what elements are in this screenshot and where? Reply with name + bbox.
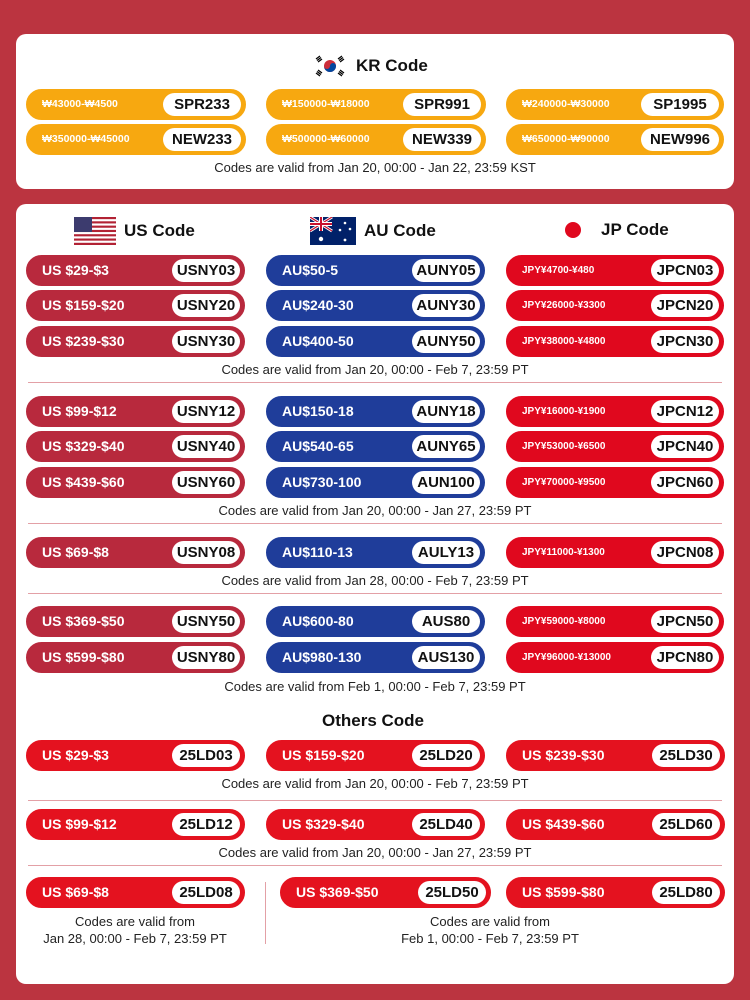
coupon-range: AU$730-100 xyxy=(282,474,362,490)
coupon-range: US $99-$12 xyxy=(42,403,117,419)
coupon-code[interactable]: 25LD50 xyxy=(418,881,486,904)
kr-validity-note: Codes are valid from Jan 20, 00:00 - Jan 22, 23:59 KST xyxy=(214,160,536,175)
coupon-code[interactable]: AUNY30 xyxy=(412,294,480,317)
coupon-code[interactable]: USNY08 xyxy=(172,541,240,564)
coupon-code[interactable]: JPCN50 xyxy=(651,610,719,633)
coupon-au-pill[interactable] xyxy=(266,255,485,286)
validity-note-group-2: Codes are valid from Jan 20, 00:00 - Jan 27, 23:59 PT xyxy=(218,503,532,518)
coupon-jp-pill[interactable] xyxy=(506,326,724,357)
coupon-ot-pill[interactable] xyxy=(506,877,725,908)
coupon-code[interactable]: SPR233 xyxy=(163,93,241,116)
coupon-range: US $329-$40 xyxy=(282,816,365,832)
coupon-code[interactable]: 25LD08 xyxy=(172,881,240,904)
south-korea-flag-icon xyxy=(312,54,348,78)
jp-code-title: JP Code xyxy=(601,220,669,239)
coupon-code[interactable]: 25LD80 xyxy=(652,881,720,904)
coupon-au-pill[interactable] xyxy=(266,290,485,321)
coupon-code[interactable]: USNY03 xyxy=(172,259,240,282)
au-code-title: AU Code xyxy=(364,221,436,240)
coupon-range: JPY¥53000-¥6500 xyxy=(522,441,606,452)
coupon-range: ₩350000-₩45000 xyxy=(42,133,130,145)
note-line: Codes are valid from xyxy=(430,914,550,929)
coupon-jp-pill[interactable] xyxy=(506,431,724,462)
coupon-range: US $239-$30 xyxy=(42,333,125,349)
coupon-code[interactable]: NEW996 xyxy=(641,128,719,151)
coupon-range: US $239-$30 xyxy=(522,747,605,763)
coupon-ot-pill[interactable] xyxy=(26,809,245,840)
coupon-range: US $439-$60 xyxy=(522,816,605,832)
coupon-code[interactable]: USNY30 xyxy=(172,330,240,353)
coupon-range: JPY¥38000-¥4800 xyxy=(522,336,606,347)
au-code-header xyxy=(310,217,436,245)
kr-code-header xyxy=(312,54,428,78)
coupon-range: US $99-$12 xyxy=(42,816,117,832)
coupon-jp-pill[interactable] xyxy=(506,255,724,286)
coupon-jp-pill[interactable] xyxy=(506,396,724,427)
coupon-range: US $159-$20 xyxy=(42,297,125,313)
coupon-us-pill[interactable] xyxy=(26,606,245,637)
coupon-range: AU$400-50 xyxy=(282,333,354,349)
coupon-ot-pill[interactable] xyxy=(26,877,245,908)
note-line: Jan 28, 00:00 - Feb 7, 23:59 PT xyxy=(43,931,227,946)
coupon-code[interactable]: 25LD40 xyxy=(412,813,480,836)
coupon-range: US $599-$80 xyxy=(42,649,125,665)
codes-card xyxy=(16,204,734,984)
coupon-code[interactable]: 25LD60 xyxy=(652,813,720,836)
coupon-code[interactable]: JPCN08 xyxy=(651,541,719,564)
note-line: Feb 1, 00:00 - Feb 7, 23:59 PT xyxy=(401,931,579,946)
coupon-range: AU$110-13 xyxy=(282,544,353,560)
others-validity-note-3b xyxy=(320,913,660,947)
kr-code-title: KR Code xyxy=(356,56,428,75)
coupon-range: US $329-$40 xyxy=(42,438,125,454)
coupon-range: US $369-$50 xyxy=(296,884,379,900)
coupon-range: AU$600-80 xyxy=(282,613,354,629)
coupon-au-pill[interactable] xyxy=(266,396,485,427)
coupon-code[interactable]: NEW233 xyxy=(163,128,241,151)
coupon-range: AU$240-30 xyxy=(282,297,354,313)
coupon-range: JPY¥11000-¥1300 xyxy=(522,547,605,558)
coupon-code[interactable]: 25LD12 xyxy=(172,813,240,836)
coupon-jp-pill[interactable] xyxy=(506,467,724,498)
coupon-kr-pill[interactable] xyxy=(26,89,246,120)
coupon-code[interactable]: JPCN12 xyxy=(651,400,719,423)
japan-flag-icon xyxy=(563,220,583,240)
coupon-au-pill[interactable] xyxy=(266,606,485,637)
coupon-us-pill[interactable] xyxy=(26,467,245,498)
us-code-title: US Code xyxy=(124,221,195,240)
coupon-code[interactable]: AUNY50 xyxy=(412,330,480,353)
coupon-range: JPY¥70000-¥9500 xyxy=(522,477,606,488)
coupon-kr-pill[interactable] xyxy=(266,89,486,120)
section-divider xyxy=(28,800,722,801)
coupon-us-pill[interactable] xyxy=(26,431,245,462)
coupon-us-pill[interactable] xyxy=(26,326,245,357)
coupon-code[interactable]: JPCN03 xyxy=(651,259,719,282)
coupon-code[interactable]: 25LD20 xyxy=(412,744,480,767)
usa-flag-icon xyxy=(74,217,116,245)
coupon-kr-pill[interactable] xyxy=(506,124,724,155)
coupon-range: US $29-$3 xyxy=(42,747,109,763)
coupon-code[interactable]: AULY13 xyxy=(412,541,480,564)
coupon-ot-pill[interactable] xyxy=(506,740,725,771)
coupon-us-pill[interactable] xyxy=(26,255,245,286)
coupon-code[interactable]: USNY20 xyxy=(172,294,240,317)
coupon-range: AU$980-130 xyxy=(282,649,362,665)
validity-note-group-4: Codes are valid from Feb 1, 00:00 - Feb 7, 23:59 PT xyxy=(224,679,526,694)
coupon-code[interactable]: NEW339 xyxy=(403,128,481,151)
coupon-range: ₩150000-₩18000 xyxy=(282,98,370,110)
coupon-code[interactable]: AUN100 xyxy=(412,471,480,494)
others-validity-note-1: Codes are valid from Jan 20, 00:00 - Feb 7, 23:59 PT xyxy=(221,776,529,791)
coupon-kr-pill[interactable] xyxy=(506,89,724,120)
coupon-range: AU$540-65 xyxy=(282,438,354,454)
coupon-code[interactable]: JPCN60 xyxy=(651,471,719,494)
coupon-us-pill[interactable] xyxy=(26,642,245,673)
coupon-range: ₩240000-₩30000 xyxy=(522,98,610,110)
coupon-ot-pill[interactable] xyxy=(26,740,245,771)
coupon-range: ₩43000-₩4500 xyxy=(42,98,118,110)
coupon-code[interactable]: AUS80 xyxy=(412,610,480,633)
australia-flag-icon xyxy=(310,217,356,245)
coupon-code[interactable]: 25LD30 xyxy=(652,744,720,767)
coupon-code[interactable]: AUNY05 xyxy=(412,259,480,282)
coupon-jp-pill[interactable] xyxy=(506,642,724,673)
section-divider xyxy=(28,593,722,594)
coupon-range: US $439-$60 xyxy=(42,474,125,490)
coupon-range: ₩500000-₩60000 xyxy=(282,133,370,145)
coupon-code[interactable]: AUNY18 xyxy=(412,400,480,423)
coupon-range: US $69-$8 xyxy=(42,544,109,560)
coupon-code[interactable]: JPCN40 xyxy=(651,435,719,458)
coupon-range: AU$150-18 xyxy=(282,403,354,419)
coupon-code[interactable]: JPCN80 xyxy=(651,646,719,669)
others-validity-note-2: Codes are valid from Jan 20, 00:00 - Jan 27, 23:59 PT xyxy=(218,845,532,860)
coupon-jp-pill[interactable] xyxy=(506,537,724,568)
validity-note-group-1: Codes are valid from Jan 20, 00:00 - Feb 7, 23:59 PT xyxy=(221,362,529,377)
section-divider xyxy=(28,865,722,866)
coupon-code[interactable]: USNY60 xyxy=(172,471,240,494)
section-divider xyxy=(28,382,722,383)
coupon-au-pill[interactable] xyxy=(266,431,485,462)
coupon-code[interactable]: JPCN20 xyxy=(651,294,719,317)
column-divider xyxy=(265,882,266,944)
coupon-range: US $69-$8 xyxy=(42,884,109,900)
jp-code-header xyxy=(563,220,669,240)
coupon-us-pill[interactable] xyxy=(26,537,245,568)
coupon-kr-pill[interactable] xyxy=(26,124,246,155)
coupon-ot-pill[interactable] xyxy=(266,740,485,771)
coupon-code[interactable]: AUS130 xyxy=(412,646,480,669)
coupon-range: JPY¥4700-¥480 xyxy=(522,265,595,276)
coupon-jp-pill[interactable] xyxy=(506,290,724,321)
coupon-range: US $369-$50 xyxy=(42,613,125,629)
coupon-code[interactable]: USNY50 xyxy=(172,610,240,633)
coupon-us-pill[interactable] xyxy=(26,290,245,321)
us-code-header xyxy=(74,217,195,245)
others-code-title: Others Code xyxy=(322,711,425,730)
others-validity-note-3a xyxy=(20,913,250,947)
coupon-kr-pill[interactable] xyxy=(266,124,486,155)
coupon-code[interactable]: SP1995 xyxy=(641,93,719,116)
coupon-us-pill[interactable] xyxy=(26,396,245,427)
coupon-code[interactable]: AUNY65 xyxy=(412,435,480,458)
coupon-au-pill[interactable] xyxy=(266,326,485,357)
section-divider xyxy=(28,523,722,524)
coupon-ot-pill[interactable] xyxy=(280,877,491,908)
coupon-code[interactable]: SPR991 xyxy=(403,93,481,116)
coupon-au-pill[interactable] xyxy=(266,537,485,568)
coupon-range: JPY¥59000-¥8000 xyxy=(522,616,606,627)
coupon-range: ₩650000-₩90000 xyxy=(522,133,610,145)
coupon-au-pill[interactable] xyxy=(266,467,485,498)
coupon-ot-pill[interactable] xyxy=(266,809,485,840)
coupon-range: US $29-$3 xyxy=(42,262,109,278)
coupon-range: JPY¥16000-¥1900 xyxy=(522,406,606,417)
coupon-au-pill[interactable] xyxy=(266,642,485,673)
coupon-jp-pill[interactable] xyxy=(506,606,724,637)
coupon-code[interactable]: JPCN30 xyxy=(651,330,719,353)
coupon-code[interactable]: 25LD03 xyxy=(172,744,240,767)
coupon-range: JPY¥26000-¥3300 xyxy=(522,300,606,311)
coupon-range: US $599-$80 xyxy=(522,884,605,900)
coupon-range: US $159-$20 xyxy=(282,747,365,763)
coupon-range: AU$50-5 xyxy=(282,262,339,278)
coupon-code[interactable]: USNY40 xyxy=(172,435,240,458)
coupon-ot-pill[interactable] xyxy=(506,809,725,840)
coupon-code[interactable]: USNY12 xyxy=(172,400,240,423)
note-line: Codes are valid from xyxy=(75,914,195,929)
coupon-code[interactable]: USNY80 xyxy=(172,646,240,669)
coupon-range: JPY¥96000-¥13000 xyxy=(522,652,611,663)
validity-note-group-3: Codes are valid from Jan 28, 00:00 - Feb 7, 23:59 PT xyxy=(221,573,529,588)
